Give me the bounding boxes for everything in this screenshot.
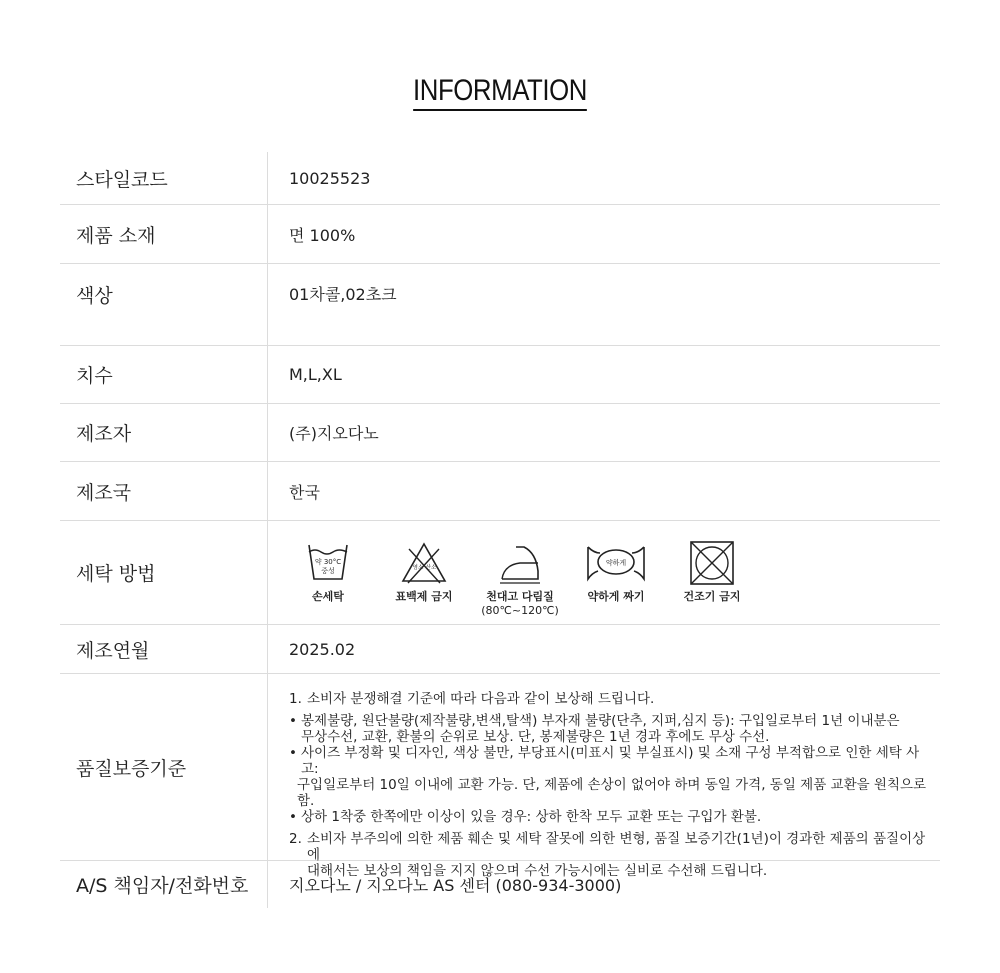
warranty-bullets: • 봉제불량, 원단불량(제작불량,변색,탈색) 부자재 불량(단추, 지퍼,심지 등): 구입일로부터 1년 이내분은 무상수선, 교환, 환불의 순위로 보상. 단, 봉제불량은 1년 경과 후에도 무상 수선. • 사이즈 부정확 및 디자인, 색상 불만, 부당표시(미표시 및 부실표시) 및 소재 구성 부적합으로 인한 세탁 사고: 구입일로부터 10일 이내에 교환 가능. 단, 제품에 손상이 없어야 하며 동일 가격, 동일 제품 교환을 원칙으로 함. • 상하 1착중 한쪽에만 이상이 있을 경우: 상하 한착 모두 교환 또는 구입가 환불. (289, 713, 927, 825)
table-row-washing (60, 521, 940, 625)
care-label: 약하게 짜기 (587, 590, 645, 603)
row-value: 한국 (289, 482, 320, 502)
table-row-size (60, 346, 940, 404)
row-value: 2025.02 (289, 639, 356, 659)
hand-wash-detergent: 중성 (321, 567, 335, 575)
table-row-as (60, 861, 940, 908)
row-label: 제조국 (60, 462, 268, 520)
care-temp-range: (80℃~120℃) (481, 604, 559, 617)
row-value: 지오다노 / 지오다노 AS 센터 (080-934-3000) (289, 876, 622, 895)
row-label: 제품 소재 (60, 205, 268, 263)
warranty-item-2: 2. 소비자 부주의에 의한 제품 훼손 및 세탁 잘못에 의한 변형, 품질 보증기간(1년)이 경과한 제품의 품질이상에 (289, 831, 926, 863)
gentle-wring-icon (586, 541, 646, 585)
care-item-iron (472, 521, 568, 618)
row-value: 10025523 (289, 168, 371, 188)
hand-wash-icon (304, 541, 352, 585)
care-label: 건조기 금지 (683, 590, 741, 603)
no-bleach-icon (400, 541, 448, 585)
care-label: 손세탁 (312, 590, 344, 603)
hand-wash-temp: 약 30°C (314, 558, 342, 566)
row-value: M,L,XL (289, 365, 342, 384)
table-row-date (60, 625, 940, 674)
gentle-wring-text: 약하게 (605, 559, 627, 567)
care-item-gentle-wring (568, 521, 664, 604)
info-table (60, 152, 940, 908)
care-symbols (268, 521, 940, 624)
row-label: 스타일코드 (60, 152, 268, 204)
no-tumble-dry-icon (688, 541, 736, 585)
table-row-color (60, 264, 940, 346)
care-item-no-bleach (376, 521, 472, 604)
page-title: INFORMATION (70, 74, 930, 108)
iron-icon (496, 541, 544, 585)
table-row-material (60, 205, 940, 264)
care-label: 천대고 다림질 (486, 590, 554, 603)
care-item-hand-wash (280, 521, 376, 604)
row-value: (주)지오다노 (289, 424, 379, 443)
row-value: 면 100% (289, 225, 356, 245)
row-label: 치수 (60, 346, 268, 403)
row-value: 01차콜,02초크 (289, 285, 397, 304)
warranty-item-1: 1. 소비자 분쟁해결 기준에 따라 다음과 같이 보상해 드립니다. (289, 691, 655, 707)
care-item-no-tumble-dry (664, 521, 760, 604)
row-label: 품질보증기준 (60, 674, 268, 860)
table-row-maker (60, 404, 940, 462)
warranty-text: 1. 소비자 분쟁해결 기준에 따라 다음과 같이 보상해 드립니다. • 봉제불량, 원단불량(제작불량,변색,탈색) 부자재 불량(단추, 지퍼,심지 등): 구입일로부터 1년 이내분은 무상수선, 교환, 환불의 순위로 보상. 단, 봉제불량은 1년 경과 후에도 무상 수선. • 사이즈 부정확 및 디자인, 색상 불만, 부당표시(미표시 및 부실표시) 및 소재 구성 부적합으로 인한 세탁 사고: 구입일로부터 10일 이내에 교환 가능. 단, 제품에 손상이 없어야 하며 동일 가격, 동일 제품 교환을 원칙으로 함. • 상하 1착중 한쪽에만 이상이 있을 경우: 상하 한착 모두 교환 또는 구입가 환불. 2. 소비자 부주의에 의한 제품 훼손 및 세탁 잘못에 의한 변형, 품질 보증기간(1년)이 경과한 제품의 품질이상에 대해서는 보상의 책임을 지지 않으며 수선 가능시에는 실비로 수선해 드립니다. (268, 674, 940, 860)
table-row-warranty (60, 674, 940, 879)
row-label: 세탁 방법 (60, 521, 268, 624)
no-bleach-chlorine: 염소 (412, 565, 424, 571)
table-row-country (60, 462, 940, 521)
care-label: 표백제 금지 (395, 590, 453, 603)
row-label: 색상 (60, 264, 268, 345)
row-label: 제조연월 (60, 625, 268, 673)
table-row-style-code (60, 152, 940, 205)
no-bleach-oxygen: 산소 (425, 565, 437, 571)
row-label: 제조자 (60, 404, 268, 461)
row-label: A/S 책임자/전화번호 (60, 861, 268, 908)
